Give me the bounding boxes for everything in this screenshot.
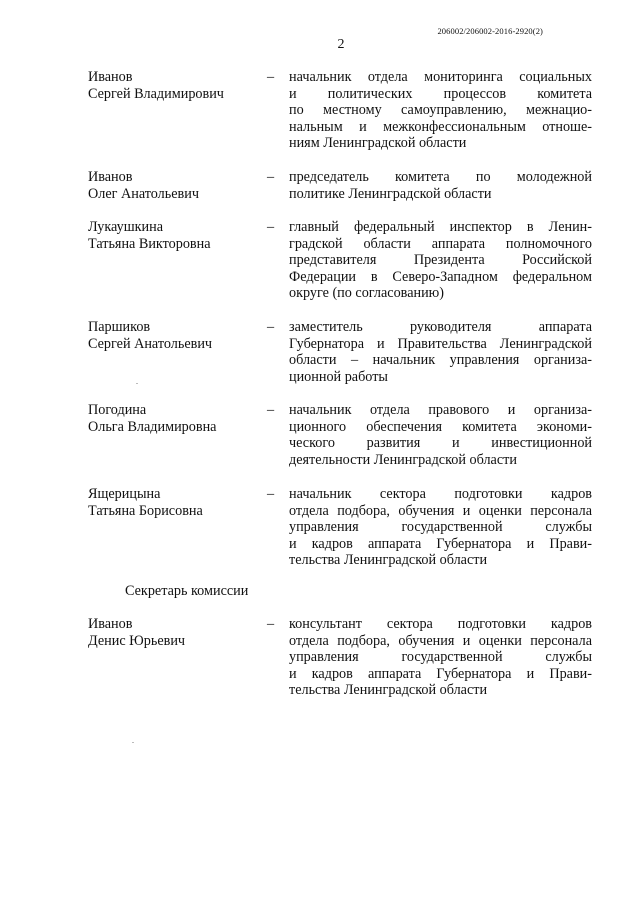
member-name bbox=[88, 402, 268, 435]
member-position bbox=[289, 69, 592, 152]
member-last-name: Ящерицына bbox=[88, 486, 161, 502]
position-line: управления государственной службы bbox=[289, 519, 592, 536]
scan-speck bbox=[132, 742, 134, 743]
dash-separator: – bbox=[267, 319, 275, 335]
member-last-name: Иванов bbox=[88, 616, 133, 632]
position-line: председатель комитета по молодежной bbox=[289, 169, 592, 185]
member-name bbox=[88, 169, 268, 202]
dash-separator: – bbox=[267, 169, 275, 185]
position-line: начальник сектора подготовки кадров bbox=[289, 486, 592, 502]
position-line: отдела подбора, обучения и оценки персонала bbox=[289, 502, 592, 519]
member-position bbox=[289, 169, 592, 202]
member-first-names: Татьяна Викторовна bbox=[88, 235, 211, 252]
member-name bbox=[88, 616, 268, 649]
dash-separator: – bbox=[267, 616, 275, 632]
member-first-names: Сергей Анатольевич bbox=[88, 335, 213, 352]
member-first-names: Денис Юрьевич bbox=[88, 632, 186, 649]
member-position bbox=[289, 616, 592, 699]
position-line: главный федеральный инспектор в Ленин- bbox=[289, 219, 592, 235]
secretary-heading: Секретарь комиссии bbox=[125, 583, 249, 599]
member-last-name: Иванов bbox=[88, 69, 133, 85]
position-line: ческого развития и инвестиционной bbox=[289, 435, 592, 452]
member-position bbox=[289, 219, 592, 302]
member-position bbox=[289, 402, 592, 468]
position-line: заместитель руководителя аппарата bbox=[289, 319, 592, 335]
page-number: 2 bbox=[337, 37, 345, 52]
position-line: начальник отдела правового и организа- bbox=[289, 402, 592, 418]
position-line: начальник отдела мониторинга социальных bbox=[289, 69, 592, 85]
member-first-names: Ольга Владимировна bbox=[88, 418, 217, 435]
position-line: политике Ленинградской области bbox=[289, 185, 492, 202]
position-line: деятельности Ленинградской области bbox=[289, 451, 517, 468]
position-line: отдела подбора, обучения и оценки персонала bbox=[289, 632, 592, 649]
member-first-names: Татьяна Борисовна bbox=[88, 502, 203, 519]
position-line: консультант сектора подготовки кадров bbox=[289, 616, 592, 632]
member-position bbox=[289, 486, 592, 569]
position-line: и кадров аппарата Губернатора и Прави- bbox=[289, 665, 592, 682]
dash-separator: – bbox=[267, 486, 275, 502]
member-last-name: Иванов bbox=[88, 169, 133, 185]
position-line: и кадров аппарата Губернатора и Прави- bbox=[289, 535, 592, 552]
position-line: тельства Ленинградской области bbox=[289, 682, 488, 699]
member-first-names: Олег Анатольевич bbox=[88, 185, 199, 202]
position-line: области – начальник управления организа- bbox=[289, 352, 592, 369]
position-line: градской области аппарата полномочного bbox=[289, 235, 592, 252]
member-last-name: Паршиков bbox=[88, 319, 151, 335]
position-line: нальным и межконфессиональным отноше- bbox=[289, 118, 592, 135]
dash-separator: – bbox=[267, 402, 275, 418]
position-line: тельства Ленинградской области bbox=[289, 552, 488, 569]
position-line: управления государственной службы bbox=[289, 649, 592, 666]
position-line: ционной работы bbox=[289, 368, 388, 385]
member-name bbox=[88, 319, 268, 352]
member-name bbox=[88, 219, 268, 252]
position-line: и политических процессов комитета bbox=[289, 85, 592, 102]
position-line: Федерации в Северо-Западном федеральном bbox=[289, 268, 592, 285]
member-last-name: Лукаушкина bbox=[88, 219, 164, 235]
position-line: ционного обеспечения комитета экономи- bbox=[289, 418, 592, 435]
dash-separator: – bbox=[267, 219, 275, 235]
member-first-names: Сергей Владимирович bbox=[88, 85, 224, 102]
scan-speck bbox=[136, 383, 138, 384]
position-line: округе (по согласованию) bbox=[289, 285, 444, 302]
dash-separator: – bbox=[267, 69, 275, 85]
member-name bbox=[88, 486, 268, 519]
document-id: 206002/206002-2016-2920(2) bbox=[437, 26, 543, 36]
position-line: ниям Ленинградской области bbox=[289, 135, 467, 152]
member-name bbox=[88, 69, 268, 102]
position-line: Губернатора и Правительства Ленинградской bbox=[289, 335, 592, 352]
member-last-name: Погодина bbox=[88, 402, 147, 418]
position-line: представителя Президента Российской bbox=[289, 252, 592, 269]
position-line: по местному самоуправлению, межнацио- bbox=[289, 102, 592, 119]
member-position bbox=[289, 319, 592, 385]
